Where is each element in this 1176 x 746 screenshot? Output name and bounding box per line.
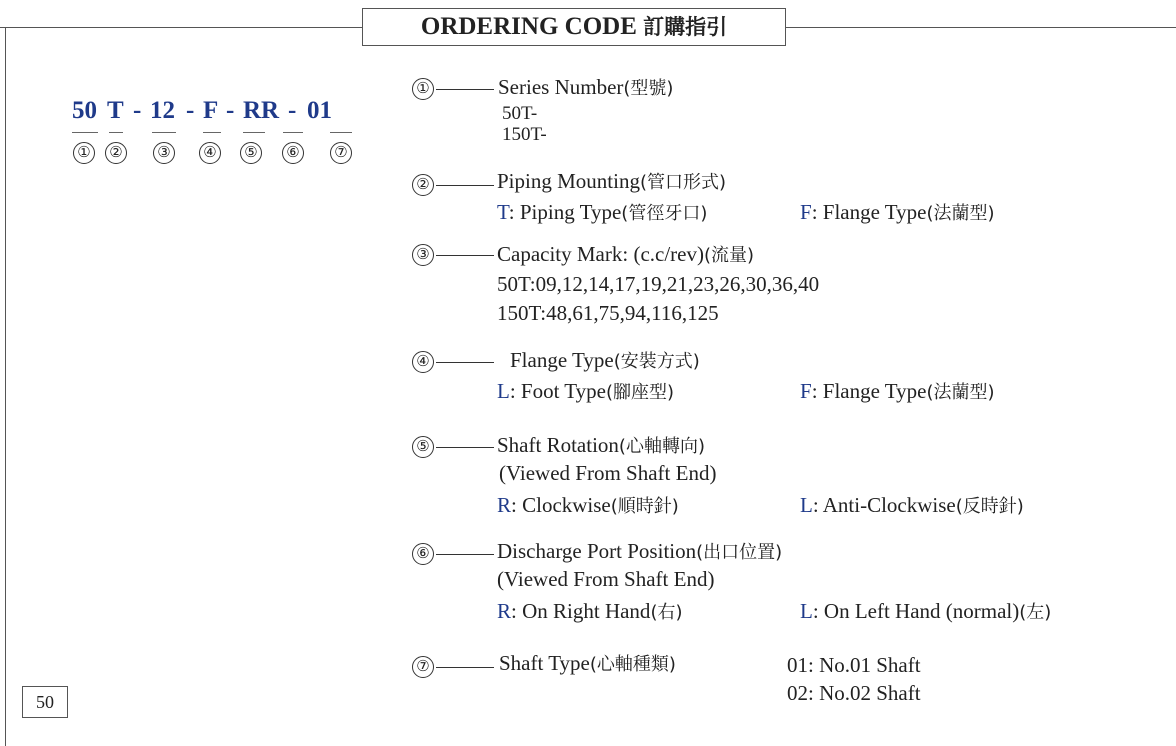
item-leader-line (436, 554, 494, 555)
item-leader-line (436, 667, 494, 668)
item-marker: ③ (412, 244, 434, 266)
code-dash: - (186, 97, 195, 124)
code-underline (243, 132, 265, 133)
position-marker: ⑦ (330, 142, 352, 164)
title-cjk: 訂購指引 (643, 15, 728, 39)
item-label-cjk: (型號) (623, 78, 674, 99)
option-cjk: (順時針) (610, 496, 679, 517)
item-value: 50T- (502, 103, 538, 124)
item-label: Piping Mounting (497, 169, 640, 193)
position-marker: ⑥ (282, 142, 304, 164)
item-marker: ④ (412, 351, 434, 373)
option-cjk: (管徑牙口) (621, 203, 708, 224)
item-marker: ⑥ (412, 543, 434, 565)
item-marker: ⑤ (412, 436, 434, 458)
page-title (362, 8, 786, 46)
item-value: 150T:48,61,75,94,116,125 (497, 301, 719, 325)
option-cjk: (左) (1019, 602, 1052, 623)
option-text: : On Left Hand (normal) (812, 599, 1020, 623)
code-seg-3: 12 (150, 97, 175, 124)
item-label: Series Number (498, 75, 624, 99)
option-text: : On Right Hand (511, 599, 651, 623)
code-dash: - (133, 97, 142, 124)
code-underline (330, 132, 352, 133)
position-marker: ⑤ (240, 142, 262, 164)
item-value: 50T:09,12,14,17,19,21,23,26,30,36,40 (497, 272, 820, 296)
option-key: L (497, 379, 510, 403)
option-text: : Flange Type (811, 200, 927, 224)
item-value: 01: No.01 Shaft (787, 653, 921, 677)
option-text: : Anti-Clockwise (812, 493, 956, 517)
code-underline (283, 132, 303, 133)
item-value: 150T- (502, 124, 547, 145)
option-cjk: (右) (650, 602, 683, 623)
item-subtitle: (Viewed From Shaft End) (497, 567, 715, 591)
code-seg-2: T (107, 97, 124, 124)
option-text: : Flange Type (811, 379, 927, 403)
code-seg-4: F (203, 97, 219, 124)
position-marker: ① (73, 142, 95, 164)
option-key: F (800, 379, 812, 403)
item-label-cjk: (安裝方式) (613, 351, 700, 372)
code-underline (152, 132, 176, 133)
option-text: : Foot Type (509, 379, 606, 403)
item-label: Discharge Port Position (497, 539, 697, 563)
item-leader-line (436, 447, 494, 448)
item-leader-line (436, 362, 494, 363)
code-underline (72, 132, 98, 133)
position-marker: ② (105, 142, 127, 164)
code-dash: - (226, 97, 235, 124)
code-seg-5: RR (243, 97, 280, 124)
frame-left-line (5, 27, 6, 746)
option-key: T (497, 200, 509, 224)
option-cjk: (法蘭型) (926, 382, 995, 403)
code-dash: - (288, 97, 297, 124)
option-key: L (800, 493, 813, 517)
page-number: 50 (22, 686, 68, 718)
option-key: L (800, 599, 813, 623)
option-cjk: (反時針) (955, 496, 1024, 517)
item-label: Flange Type (510, 348, 614, 372)
option-cjk: (腳座型) (605, 382, 675, 403)
item-label-cjk: (流量) (704, 245, 755, 266)
position-marker: ③ (153, 142, 175, 164)
item-subtitle: (Viewed From Shaft End) (499, 461, 717, 485)
code-seg-1: 50 (72, 97, 97, 124)
code-underline (203, 132, 221, 133)
item-label-cjk: (出口位置) (696, 542, 783, 563)
code-seg-6: 01 (307, 97, 332, 124)
position-marker: ④ (199, 142, 221, 164)
item-marker: ② (412, 174, 434, 196)
item-label-cjk: (心軸轉向) (618, 436, 705, 457)
item-label: Shaft Type (499, 651, 590, 675)
option-text: : Clockwise (511, 493, 611, 517)
item-label-cjk: (心軸種類) (589, 654, 676, 675)
item-label: Capacity Mark: (c.c/rev) (497, 242, 704, 266)
option-key: F (800, 200, 812, 224)
item-leader-line (436, 185, 494, 186)
item-marker: ⑦ (412, 656, 434, 678)
option-key: R (497, 599, 512, 623)
item-label: Shaft Rotation (497, 433, 619, 457)
option-text: : Piping Type (508, 200, 622, 224)
item-value: 02: No.02 Shaft (787, 681, 921, 705)
item-leader-line (436, 255, 494, 256)
option-cjk: (法蘭型) (926, 203, 995, 224)
option-key: R (497, 493, 512, 517)
item-marker: ① (412, 78, 434, 100)
item-leader-line (436, 89, 494, 90)
title-text: ORDERING CODE (420, 13, 637, 40)
code-underline (109, 132, 123, 133)
item-label-cjk: (管口形式) (639, 172, 726, 193)
